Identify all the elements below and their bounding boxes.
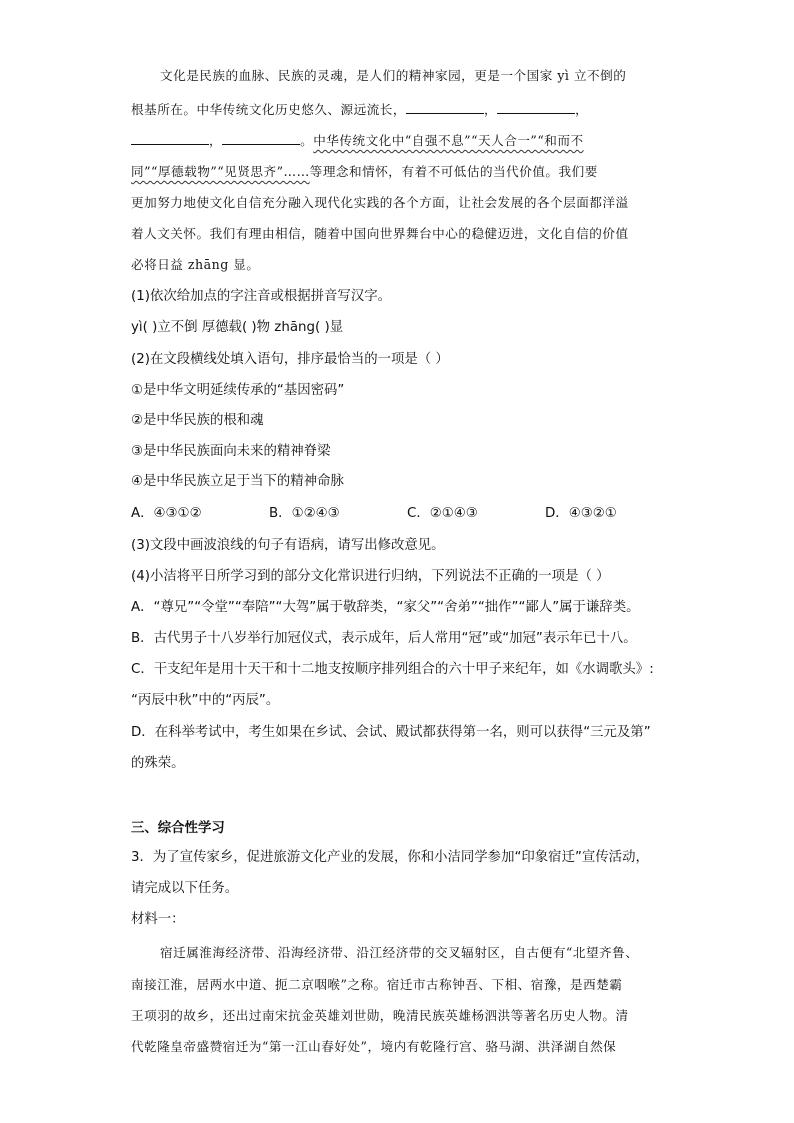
q3-main-line-1: 3．为了宣传家乡，促进旅游文化产业的发展，你和小洁同学参加“印象宿迁”宣传活动， (131, 850, 649, 865)
passage-line-6: 着人文关怀。我们有理由相信，随着中国向世界舞台中心的稳健迈进，文化自信的价值 (131, 226, 629, 241)
passage-line-5: 更加努力地使文化自信充分融入现代化实践的各个方面，让社会发展的各个层面都洋溢 (131, 195, 629, 210)
q4-option-d-line-2: 的殊荣。 (131, 756, 185, 771)
section-heading: 三、综合性学习 (131, 821, 225, 836)
q2-sentence-4: ④是中华民族立足于当下的精神命脉 (131, 474, 344, 489)
q2-sentence-3: ③是中华民族面向未来的精神脊梁 (131, 444, 331, 459)
material-line-4: 代乾隆皇帝盛赞宿迁为“第一江山春好处”，境内有乾隆行宫、骆马湖、洪泽湖自然保 (131, 1039, 617, 1054)
q4-option-c-line-1: C．干支纪年是用十天干和十二地支按顺序排列组合的六十甲子来纪年，如《水调歌头》: (131, 662, 654, 677)
passage-line-4 (131, 162, 671, 182)
blank-3 (131, 132, 209, 145)
material-line-1: 宿迁属淮海经济带、沿海经济带、沿江经济带的交叉辐射区，自古便有“北望齐鲁、 (160, 945, 639, 960)
q1-items: yì( )立不倒 厚德载( )物 zhāng( )显 (131, 320, 344, 335)
passage-line-2: 根基所在。中华传统文化历史悠久、源远流长， ， ， (131, 102, 589, 117)
wavy-sentence-part-2: 同”“厚德载物”“见贤思齐”…… (131, 164, 310, 179)
blank-1 (406, 101, 484, 114)
q4-option-c-line-2: “丙辰中秋”中的“丙辰”。 (131, 693, 280, 708)
material-label: 材料一： (131, 912, 185, 927)
passage-line-7: 必将日益 zhāng 显。 (131, 257, 260, 272)
q4-option-d-line-1: D．在科举考试中，考生如果在乡试、会试、殿试都获得第一名，则可以获得“三元及第” (131, 725, 651, 740)
passage-line-2-text: 根基所在。中华传统文化历史悠久、源远流长， (131, 102, 406, 117)
blank-2 (497, 101, 575, 114)
q4-stem: (4)小洁将平日所学习到的部分文化常识进行归纳，下列说法不正确的一项是（ ） (131, 569, 610, 584)
q1-stem: (1)依次给加点的字注音或根据拼音写汉字。 (131, 289, 391, 304)
material-line-2: 南接江淮，居两水中道、扼二京咽喉”之称。宿迁市古称钟吾、下相、宿豫，是西楚霸 (131, 977, 623, 992)
passage-line-3: ， 。中华传统文化中“自强不息”“天人合一”“和而不 (131, 131, 671, 151)
q2-option-d: D．④③②① (545, 506, 617, 521)
q4-option-a: A．“尊兄”“令堂”“奉陪”“大驾”属于敬辞类，“家父”“舍弟”“拙作”“鄙人”属于谦辞类。 (131, 600, 640, 615)
q2-stem: (2)在文段横线处填入语句，排序最恰当的一项是（ ） (131, 352, 449, 367)
passage-line-1: 文化是民族的血脉、民族的灵魂，是人们的精神家园，更是一个国家 yì 立不倒的 (160, 68, 627, 83)
blank-4 (222, 132, 300, 145)
q2-options (131, 504, 671, 524)
q2-option-b: B．①②④③ (269, 506, 340, 521)
q4-option-b: B．古代男子十八岁举行加冠仪式，表示成年，后人常用“冠”或“加冠”表示年已十八。 (131, 631, 637, 646)
q2-sentence-1: ①是中华文明延续传承的“基因密码” (131, 383, 345, 398)
q3-main-line-2: 请完成以下任务。 (131, 881, 239, 896)
material-line-3: 王项羽的故乡，还出过南宋抗金英雄刘世勋，晚清民族英雄杨泗洪等著名历史人物。清 (131, 1008, 629, 1023)
wavy-sentence-part-1: 中华传统文化中“自强不息”“天人合一”“和而不 (313, 133, 584, 148)
q2-option-c: C．②①④③ (407, 506, 478, 521)
q2-option-a: A．④③①② (131, 506, 202, 521)
q3-stem: (3)文段中画波浪线的句子有语病，请写出修改意见。 (131, 538, 445, 553)
q2-sentence-2: ②是中华民族的根和魂 (131, 413, 264, 428)
passage-line-4-rest: 等理念和情怀，有着不可低估的当代价值。我们要 (309, 164, 598, 179)
